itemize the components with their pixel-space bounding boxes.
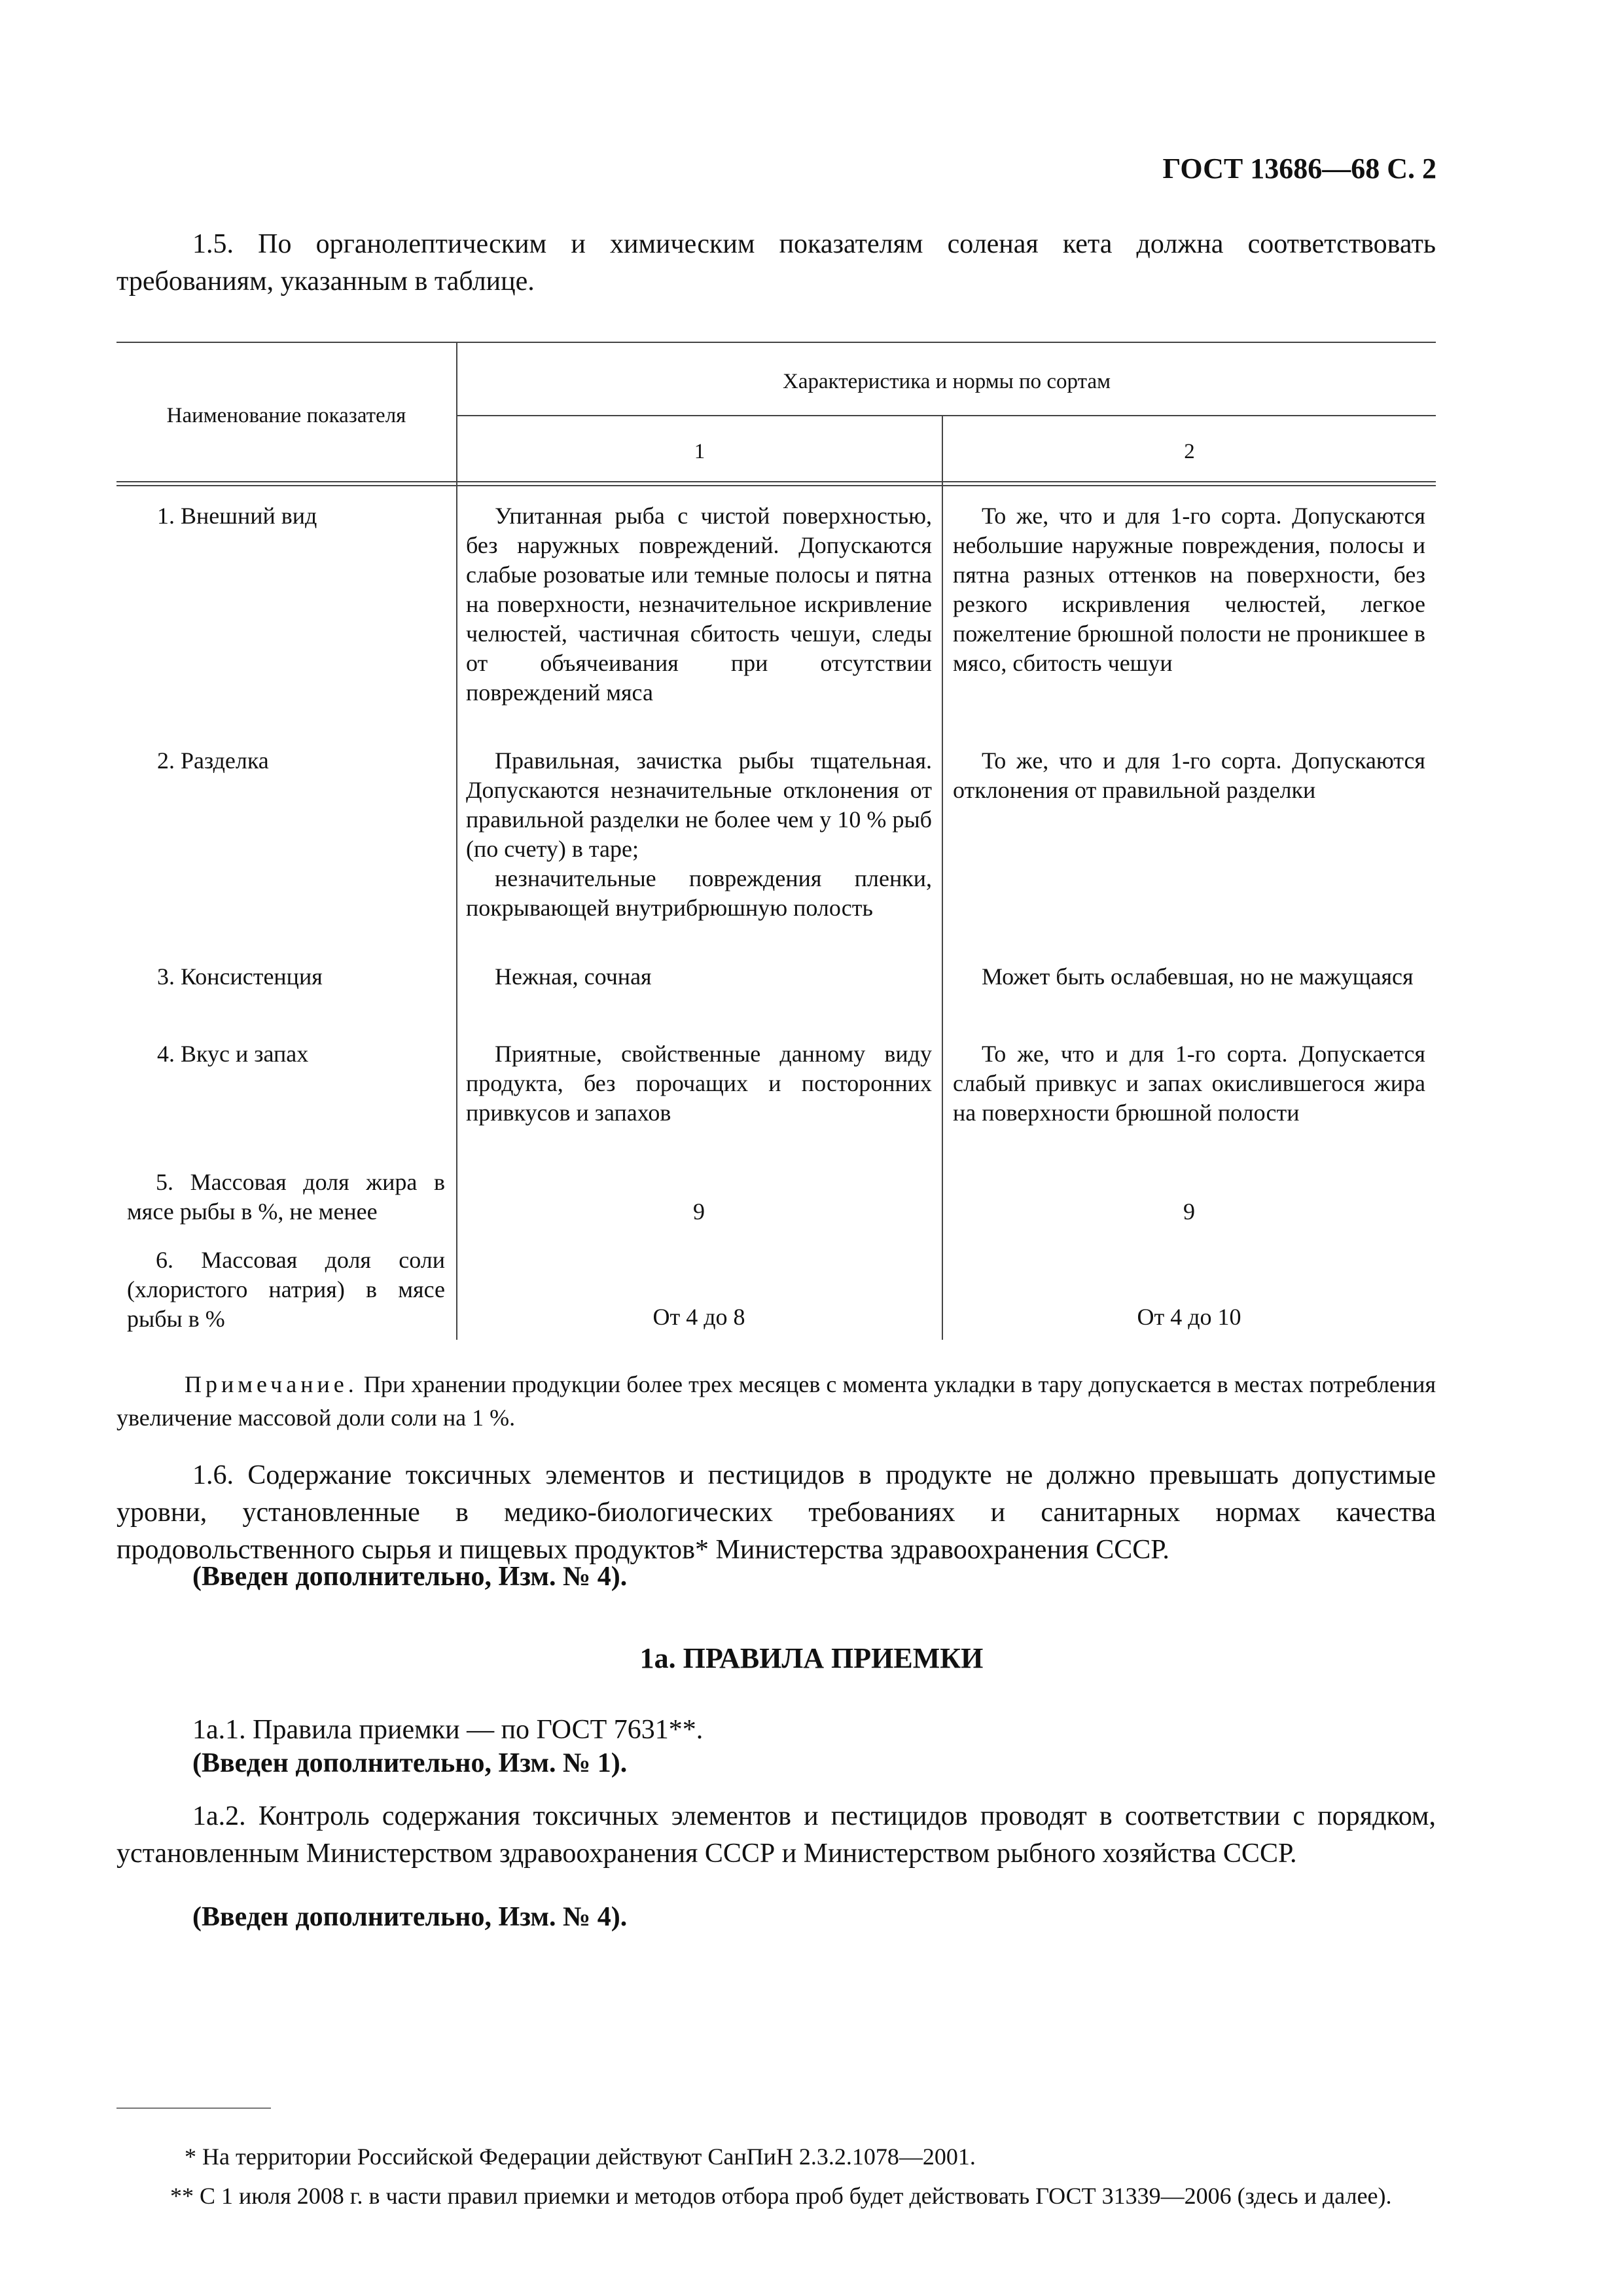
amendment-note: (Введен дополнительно, Изм. № 4). <box>192 1562 628 1592</box>
amendment-note: (Введен дополнительно, Изм. № 4). <box>192 1902 628 1932</box>
table-note <box>116 1368 1436 1435</box>
row-2-grade-1: Правильная, зачистка рыбы тщательная. Допускаются незначительные отклонения от правильной разделки не более чем у 10 % рыб (по счету) в таре; <box>466 747 932 862</box>
table-vertical-rule-2 <box>942 415 943 1340</box>
table-group-rule <box>456 415 1436 416</box>
row-5-grade-1: 9 <box>693 1198 705 1225</box>
row-5-grade-2: 9 <box>1183 1198 1195 1225</box>
row-6-grade-1: От 4 до 8 <box>652 1304 745 1330</box>
row-2-grade-2: То же, что и для 1-го сорта. Допускаются отклонения от правильной разделки <box>953 747 1425 803</box>
section-title: 1а. ПРАВИЛА ПРИЕМКИ <box>639 1642 984 1674</box>
row-3-name: 3. Консистенция <box>157 963 323 990</box>
row-3-grade-1: Нежная, сочная <box>495 963 652 990</box>
row-3-grade-2: Может быть ослабевшая, но не мажущаяся <box>982 963 1414 990</box>
row-4-name: 4. Вкус и запах <box>157 1041 309 1067</box>
table-vertical-rule-1 <box>456 342 457 1340</box>
paragraph-1-5: 1.5. По органолептическим и химическим показателям соленая кета должна соответствовать требованиям, указанным в таблице. <box>116 229 1436 296</box>
row-1-grade-1: Упитанная рыба с чистой поверхностью, без наружных повреждений. Допускаются слабые розоватые или темные полосы и пятна на поверхности, незначительное искривление челюстей, частичная сбитость чешуи, следы от объячеивания при отсутствии повреждений мяса <box>466 503 932 706</box>
header-grade-2: 2 <box>1184 440 1195 463</box>
header-grade-1: 1 <box>694 440 705 463</box>
row-6-grade-2: От 4 до 10 <box>1137 1304 1241 1330</box>
row-2-name: 2. Разделка <box>157 747 269 774</box>
table-header-rule-a <box>116 481 1436 482</box>
header-parameter-name: Наименование показателя <box>166 404 406 427</box>
page-header: ГОСТ 13686—68 С. 2 <box>1162 152 1436 185</box>
footnote-rule <box>116 2108 271 2109</box>
row-2-grade-1-b: незначительные повреждения пленки, покрывающей внутрибрюшную полость <box>466 865 932 921</box>
note-text: При хранении продукции более трех месяцев с момента укладки в тару допускается в местах потребления увеличение массовой доли соли на 1 %. <box>116 1371 1436 1431</box>
note-label: Примечание. <box>185 1371 358 1397</box>
amendment-note: (Введен дополнительно, Изм. № 1). <box>192 1748 628 1778</box>
row-6-name: 6. Массовая доля соли (хлористого натрия) в мясе рыбы в % <box>127 1247 445 1332</box>
paragraph-1a-1: 1а.1. Правила приемки — по ГОСТ 7631**. <box>192 1715 704 1745</box>
footnote-2: ** С 1 июля 2008 г. в части правил приемки и методов отбора проб будет действовать ГОСТ 31339—2006 (здесь и далее). <box>170 2183 1392 2209</box>
row-4-grade-1: Приятные, свойственные данному виду продукта, без порочащих и посторонних привкусов и запахов <box>466 1041 932 1126</box>
table-top-rule <box>116 342 1436 343</box>
footnote-1: * На территории Российской Федерации действуют СанПиН 2.3.2.1078—2001. <box>185 2144 976 2170</box>
paragraph-1-6: 1.6. Содержание токсичных элементов и пестицидов в продукте не должно превышать допустимые уровни, установленные в медико-биологических требованиях и санитарных нормах качества продовольственного сырья и пищевых продуктов* Министерства здравоохранения СССР. <box>116 1460 1436 1565</box>
row-4-grade-2: То же, что и для 1-го сорта. Допускается слабый привкус и запах окислившегося жира на поверхности брюшной полости <box>953 1041 1425 1126</box>
row-1-name: 1. Внешний вид <box>157 503 317 529</box>
row-5-name: 5. Массовая доля жира в мясе рыбы в %, не менее <box>127 1169 445 1225</box>
row-1-grade-2: То же, что и для 1-го сорта. Допускаются небольшие наружные повреждения, полосы и пятна разных оттенков на поверхности, без резкого искривления челюстей, легкое пожелтение брюшной полости не проникшее в мясо, сбитость чешуи <box>953 503 1425 676</box>
table-header-rule-b <box>116 485 1436 486</box>
header-grade-group: Характеристика и нормы по сортам <box>783 370 1111 393</box>
paragraph-1a-2: 1а.2. Контроль содержания токсичных элементов и пестицидов проводят в соответствии с порядком, установленным Министерством здравоохранения СССР и Министерством рыбного хозяйства СССР. <box>116 1801 1436 1869</box>
